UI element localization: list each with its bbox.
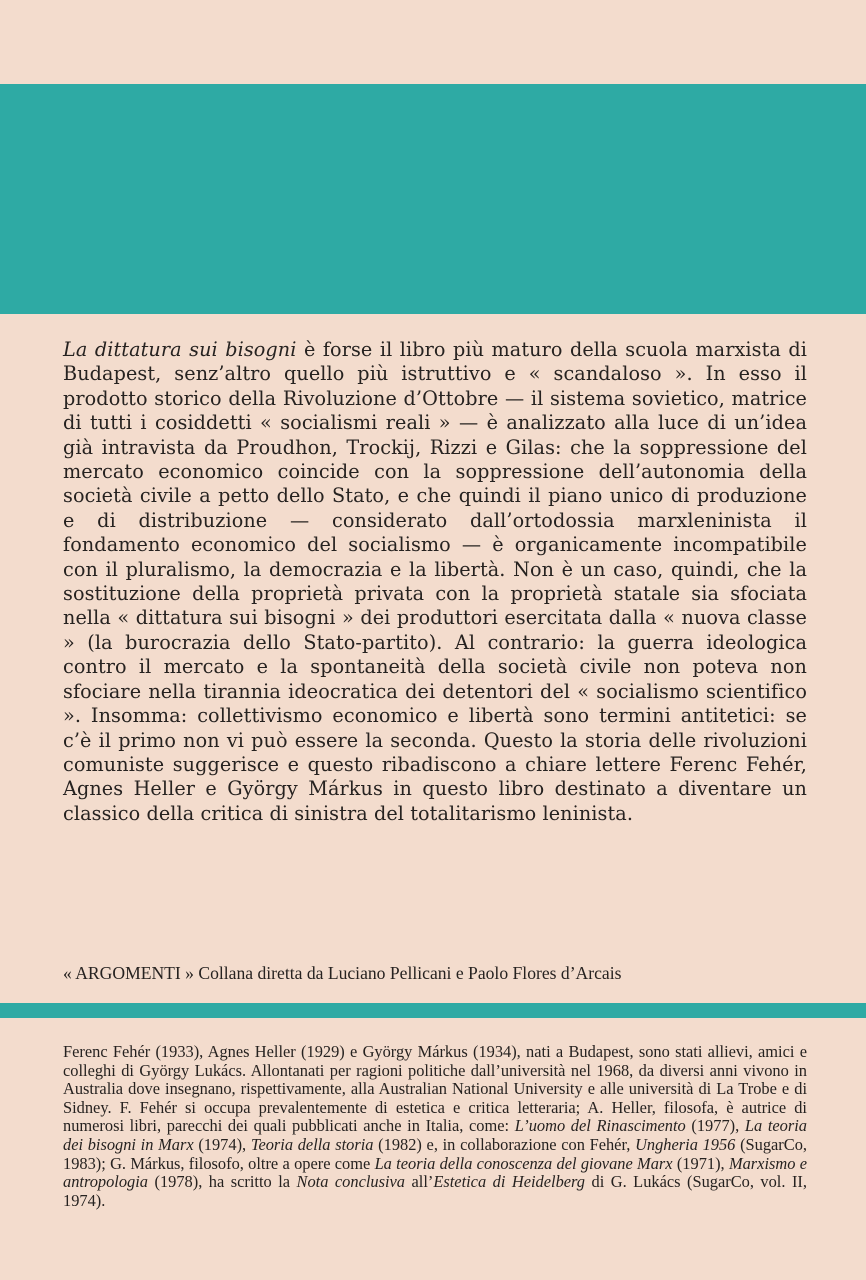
bio-text: (1974), xyxy=(193,1134,251,1154)
work-title: La teoria dei bisogni in Marx xyxy=(63,1116,808,1154)
work-title: Ungheria 1956 xyxy=(635,1134,736,1154)
bio-text: all’ xyxy=(405,1172,434,1192)
work-title: La teoria della conoscenza del giovane Marx xyxy=(374,1153,673,1173)
work-title: Estetica di Heidelberg xyxy=(433,1172,586,1192)
bio-text: (1978), ha scritto la xyxy=(148,1172,297,1192)
blurb-text: è forse il libro più maturo della scuola marxista di Budapest, senz’altro quello più istruttivo e « scandaloso ». In esso il prodotto storico della Rivoluzione d’Ottobre — il sistema sovietico, matrice di tutti i cosiddetti « socialismi reali » — è analizzato alla luce di un’idea già intravista da Proudhon, Trockij, Rizzi e Gilas: che la soppressione del mercato economico coincide con la soppressione dell’autonomia della società civile a petto dello Stato, e che quindi il piano unico di produzione e di distribuzione — considerato dall’ortodossia marxleninista il fondamento economico del socialismo — è organicamente incompatibile con il pluralismo, la democrazia e la libertà. Non è un caso, quindi, che la sostituzione della proprietà privata con la proprietà statale sia sfociata nella « dittatura sui bisogni » dei produttori esercitata dalla « nuova classe » (la burocrazia dello Stato-partito). Al contrario: la guerra ideologica contro il mercato e la spontaneità della società civile non poteva non sfociare nella tirannia ideocratica dei detentori del « socialismo scientifico ». Insomma: collettivismo economico e libertà sono termini antitetici: se c’è il primo non vi può essere la seconda. Questo la storia delle rivoluzioni comuniste suggerisce e questo ribadiscono a chiare lettere Ferenc Fehér, Agnes Heller e György Márkus in questo libro destinato a diventare un classico della critica di sinistra del totalitarismo leninista. xyxy=(63,338,807,825)
series-line: « ARGOMENTI » Collana diretta da Luciano Pellicani e Paolo Flores d’Arcais xyxy=(63,963,622,983)
bio-text: Ferenc Fehér (1933), Agnes Heller (1929) e György Márkus (1934), nati a Budapest, sono stati allievi, amici e colleghi di György Lukács. Allontanati per ragioni politiche dall’università nel 1968, da diversi anni vivono in Australia dove insegnano, rispettivamente, alla Australian National University e alle università di La Trobe e di Sidney. F. Fehér si occupa prevalentemente di estetica e critica letteraria; A. Heller, filosofa, è autrice di numerosi libri, parecchi dei quali pubblicati anche in Italia, come: xyxy=(63,1042,807,1136)
book-title: La dittatura sui bisogni xyxy=(63,338,297,361)
bio-text: (1971), xyxy=(672,1153,729,1173)
bio-text: (1977), xyxy=(685,1116,745,1136)
teal-thin-band xyxy=(0,1003,866,1018)
blurb-paragraph xyxy=(63,338,807,826)
bio-text: (1982) e, in collaborazione con Fehér, xyxy=(373,1134,636,1154)
work-title: Teoria della storia xyxy=(250,1134,374,1154)
work-title: Marxismo e antropologia xyxy=(63,1153,807,1192)
work-title: Nota conclusiva xyxy=(296,1172,405,1192)
bio-text: (SugarCo, 1983); G. Márkus, filosofo, oltre a opere come xyxy=(63,1134,807,1173)
teal-top-band xyxy=(0,84,866,314)
bio-text: di G. Lukács (SugarCo, vol. II, 1974). xyxy=(63,1172,807,1210)
authors-bio xyxy=(63,1043,807,1210)
work-title: L’uomo del Rinascimento xyxy=(514,1116,686,1136)
